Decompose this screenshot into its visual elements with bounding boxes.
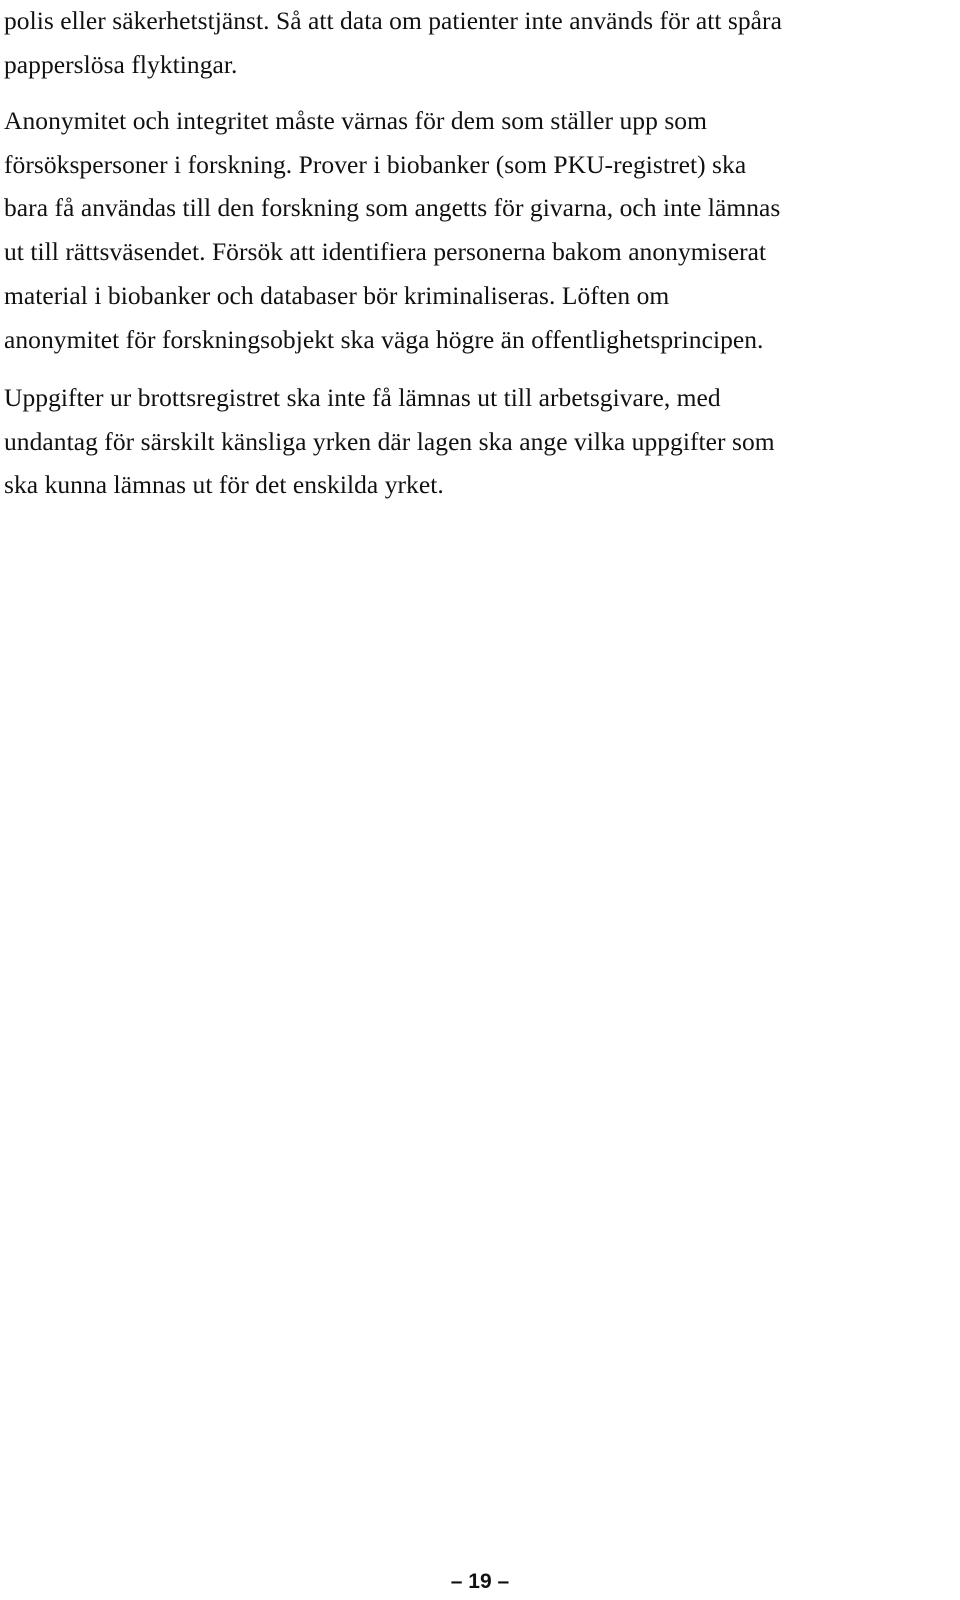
- text-line: Uppgifter ur brottsregistret ska inte få lämnas ut till arbetsgivare, med: [4, 383, 721, 412]
- text-line: undantag för särskilt känsliga yrken där lagen ska ange vilka uppgifter som: [4, 426, 775, 456]
- paragraph-criminal-register: [4, 376, 775, 507]
- text-line: material i biobanker och databaser bör kriminaliseras. Löften om: [4, 280, 670, 310]
- page-number: – 19 –: [450, 1570, 510, 1593]
- text-line: bara få användas till den forskning som angetts för givarna, och inte lämnas: [4, 193, 781, 223]
- paragraph-research-anonymity: [4, 99, 780, 361]
- text-line: ska kunna lämnas ut för det enskilda yrket.: [4, 470, 444, 500]
- text-line: anonymitet för forskningsobjekt ska väga högre än offentlighetsprincipen.: [4, 324, 764, 354]
- text-line: papperslösa flyktingar.: [4, 49, 238, 79]
- text-line: försökspersoner i forskning. Prover i biobanker (som PKU-registret) ska: [4, 149, 747, 179]
- text-line: ut till rättsväsendet. Försök att identifiera personerna bakom anonymiserat: [4, 237, 767, 267]
- text-line: polis eller säkerhetstjänst. Så att data om patienter inte används för att spåra: [4, 6, 782, 35]
- text-line: Anonymitet och integritet måste värnas för dem som ställer upp som: [4, 106, 707, 135]
- paragraph-patient-data: [4, 0, 782, 86]
